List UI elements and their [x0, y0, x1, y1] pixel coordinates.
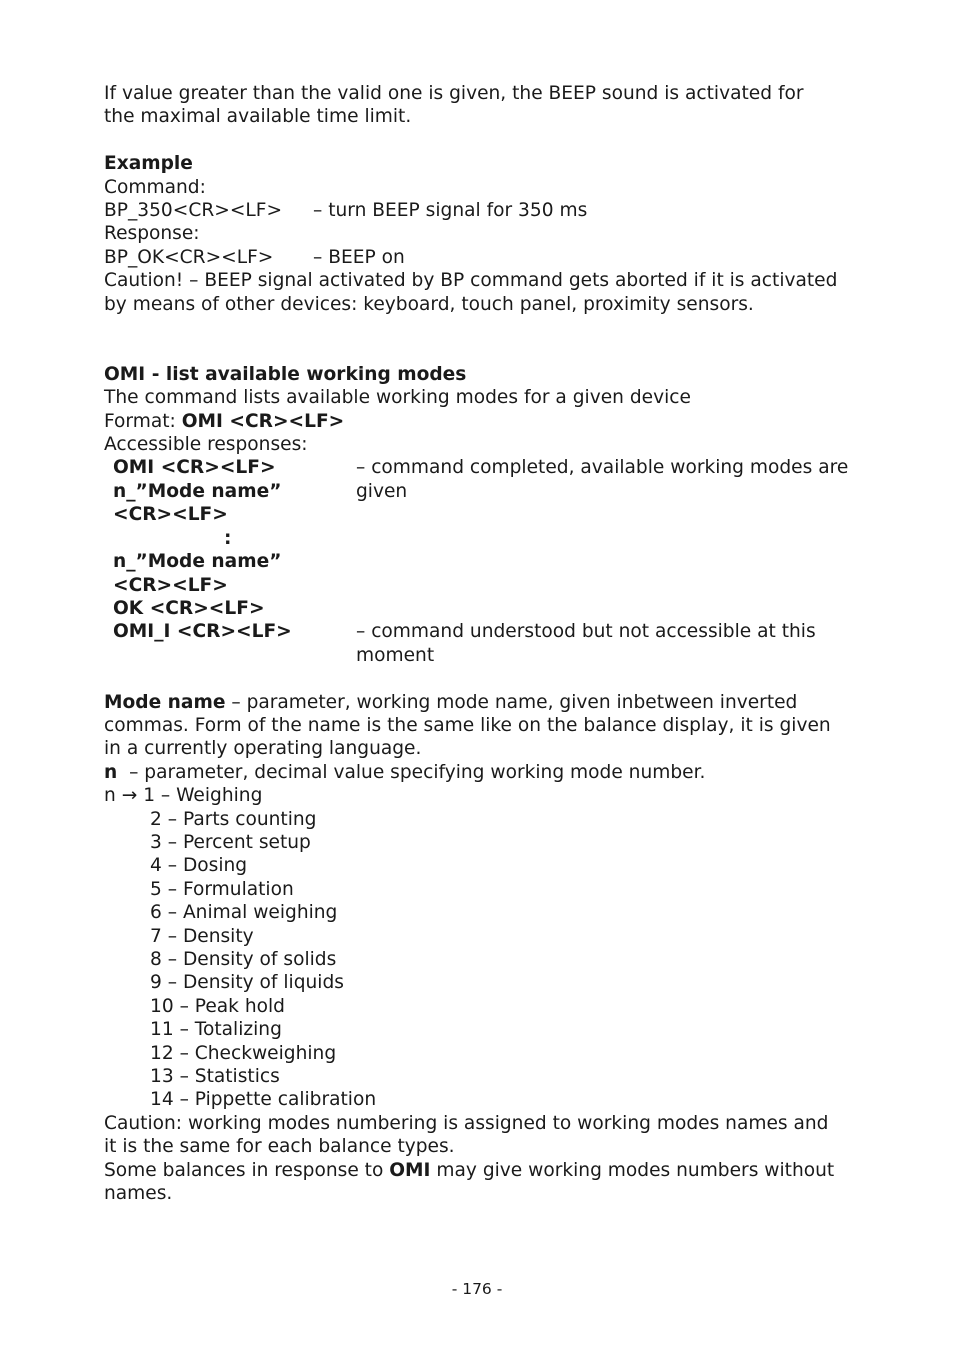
list-item	[104, 784, 874, 807]
response-code-line: n_”Mode name”	[113, 480, 282, 502]
response-code-line: :	[224, 527, 232, 549]
omi-format	[104, 410, 874, 433]
response-row	[104, 456, 874, 620]
n-description: – parameter, decimal value specifying working mode number.	[117, 761, 706, 783]
list-item: 13 – Statistics	[150, 1066, 280, 1088]
list-item: 6 – Animal weighing	[150, 902, 338, 924]
response-code-line: OK <CR><LF>	[113, 597, 265, 619]
response-example-row	[104, 246, 874, 269]
list-item: 8 – Density of solids	[150, 948, 337, 970]
response-meaning-line: moment	[356, 644, 435, 666]
list-item: 11 – Totalizing	[150, 1019, 282, 1041]
response-meaning-line: – command understood but not accessible at this	[356, 621, 816, 643]
response-meaning-line: given	[356, 480, 408, 502]
list-item: 9 – Density of liquids	[150, 972, 344, 994]
response-code-line: n_”Mode name”	[113, 551, 282, 573]
response-row	[104, 620, 874, 667]
page-number: - 176 -	[451, 1280, 503, 1298]
beep-intro-line: the maximal available time limit.	[104, 106, 412, 128]
response-code: BP_OK<CR><LF>	[104, 246, 274, 268]
omi-caution-line: it is the same for each balance types.	[104, 1136, 455, 1158]
response-label: Response:	[104, 223, 200, 245]
beep-caution-line: Caution! – BEEP signal activated by BP command gets aborted if it is activated	[104, 270, 838, 292]
omi-caution-line: Caution: working modes numbering is assigned to working modes names and	[104, 1112, 829, 1134]
response-code-line: <CR><LF>	[113, 504, 228, 526]
omi-note-line	[104, 1159, 874, 1182]
beep-caution-line: by means of other devices: keyboard, touch panel, proximity sensors.	[104, 293, 754, 315]
n-term: n	[104, 761, 118, 783]
list-item: 12 – Checkweighing	[150, 1042, 337, 1064]
mode-name-text: – parameter, working mode name, given inbetween inverted	[225, 691, 798, 713]
command-example-row	[104, 199, 874, 222]
response-meaning	[356, 456, 874, 620]
mode-name-text: in a currently operating language.	[104, 738, 422, 760]
responses-label: Accessible responses:	[104, 434, 308, 456]
working-modes-list	[104, 784, 874, 1112]
response-code-line: <CR><LF>	[113, 574, 228, 596]
list-item: 2 – Parts counting	[150, 808, 317, 830]
mode-label: 1 – Weighing	[143, 785, 263, 807]
response-codes	[104, 456, 356, 620]
list-item: 14 – Pippette calibration	[150, 1089, 377, 1111]
note-omi-term: OMI	[389, 1159, 431, 1181]
mode-name-term: Mode name	[104, 691, 226, 713]
format-label: Format:	[104, 410, 182, 432]
response-description: – BEEP on	[313, 246, 405, 268]
command-code: BP_350<CR><LF>	[104, 200, 283, 222]
beep-intro-line: If value greater than the valid one is given, the BEEP sound is activated for	[104, 83, 804, 104]
note-text: may give working modes numbers without	[430, 1159, 835, 1181]
format-code: OMI <CR><LF>	[181, 410, 345, 432]
command-description: – turn BEEP signal for 350 ms	[313, 200, 588, 222]
omi-heading: OMI - list available working modes	[104, 363, 467, 385]
modes-prefix: n →	[104, 785, 144, 807]
document-page	[104, 82, 874, 1205]
mode-name-definition	[104, 691, 874, 714]
response-code-line: OMI_I <CR><LF>	[113, 621, 292, 643]
list-item: 3 – Percent setup	[150, 831, 311, 853]
example-heading: Example	[104, 153, 193, 175]
response-code-line: OMI <CR><LF>	[113, 457, 276, 479]
response-codes	[104, 620, 356, 667]
response-meaning	[356, 620, 874, 667]
list-item: 10 – Peak hold	[150, 995, 285, 1017]
omi-description: The command lists available working modes for a given device	[104, 387, 691, 409]
note-text: Some balances in response to	[104, 1159, 390, 1181]
list-item: 5 – Formulation	[150, 878, 294, 900]
mode-name-text: commas. Form of the name is the same like on the balance display, it is given	[104, 714, 831, 736]
response-meaning-line: – command completed, available working modes are	[356, 457, 849, 479]
omi-note-line: names.	[104, 1183, 173, 1205]
n-definition	[104, 761, 874, 784]
command-label: Command:	[104, 176, 206, 198]
list-item: 4 – Dosing	[150, 855, 248, 877]
list-item: 7 – Density	[150, 925, 254, 947]
